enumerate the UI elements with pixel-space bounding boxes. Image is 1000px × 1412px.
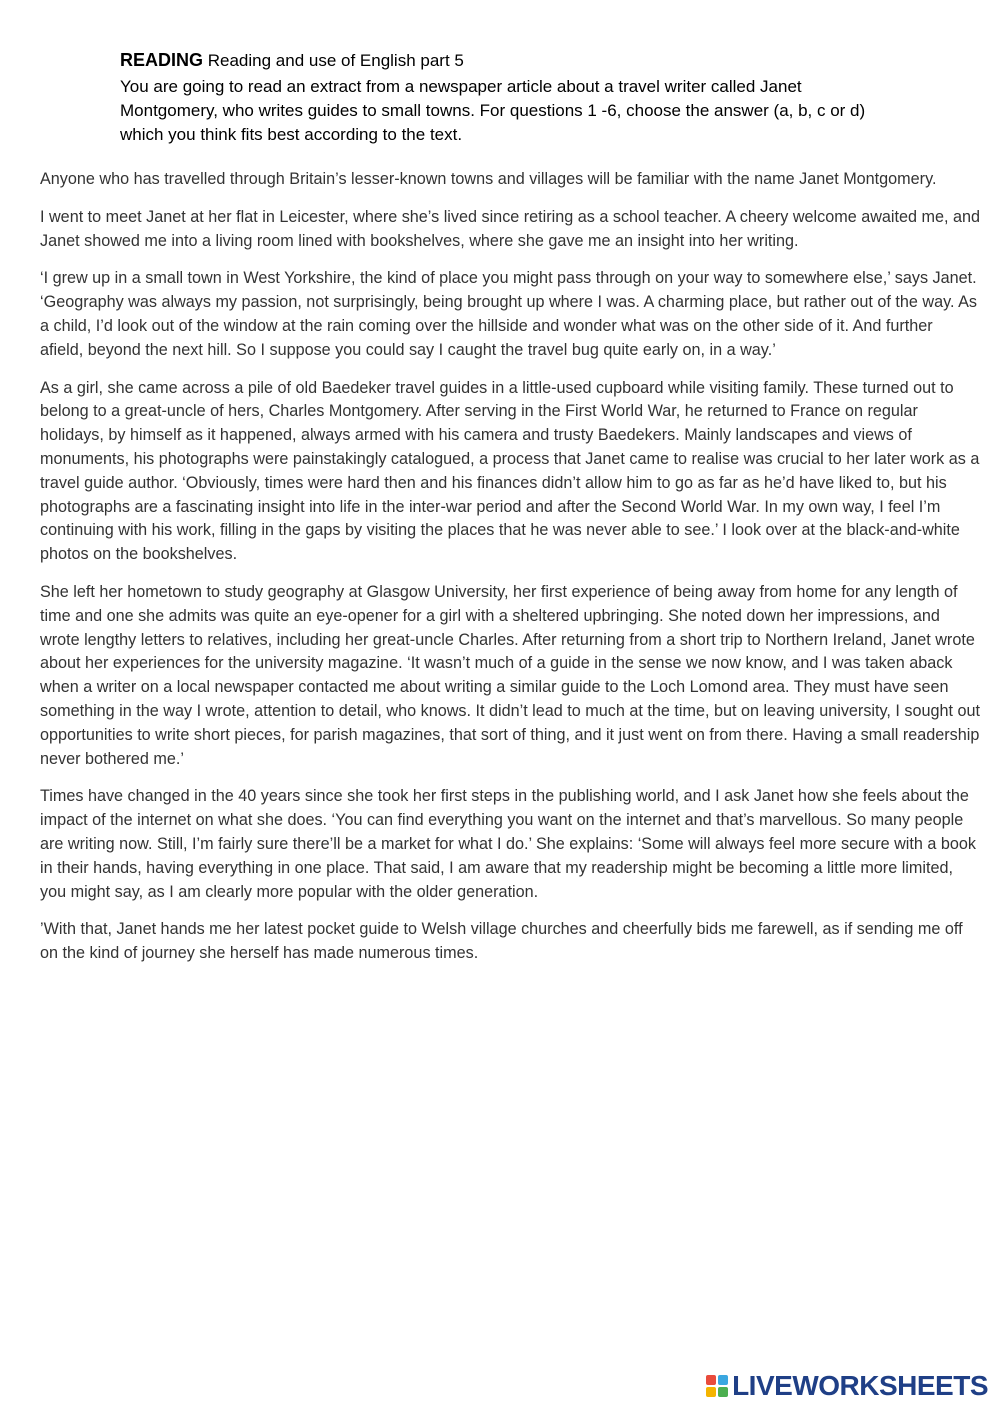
liveworksheets-logo — [706, 1370, 988, 1402]
part-label: Reading and use of English part 5 — [203, 51, 464, 70]
worksheet-title — [120, 48, 890, 73]
logo-tile-3 — [706, 1387, 716, 1397]
task-instructions: You are going to read an extract from a newspaper article about a travel writer called Janet Montgomery, who writes guides to small towns. For questions 1 -6, choose the answer (a, b, c or d) which you think fits best according to the text. — [120, 77, 866, 144]
logo-tile-1 — [706, 1375, 716, 1385]
article-paragraph-4: As a girl, she came across a pile of old Baedeker travel guides in a little-used cupboard while visiting family. These turned out to belong to a great-uncle of hers, Charles Montgomery. After serving in the First World War, he returned to France on regular holidays, by himself as it happened, always armed with his camera and trusty Baedekers. Mainly landscapes and views of monuments, his photographs were painstakingly catalogued, a process that Janet came to realise was crucial to her later work as a travel guide author. ‘Obviously, times were hard then and his finances didn’t allow him to go as far as he’d have liked to, but his photographs are a fascinating insight into life in the inter-war period and after the Second World War. In my own way, I feel I’m continuing with his work, filling in the gaps by visiting the places that he was never able to see.’ I look over at the black-and-white photos on the bookshelves. — [40, 378, 980, 564]
logo-mark-icon — [706, 1375, 728, 1397]
article-paragraph-6: Times have changed in the 40 years since she took her first steps in the publishing world, and I ask Janet how she feels about the impact of the internet on what she does. ‘You can find everything you want on the internet and that’s marvellous. So many people are writing now. Still, I’m fairly sure there’ll be a market for what I do.’ She explains: ‘Some will always feel more secure with a book in their hands, having everything in one place. That said, I am aware that my readership might be becoming a little more limited, you might say, as I am clearly more popular with the older generation. — [40, 787, 976, 901]
logo-tile-2 — [718, 1375, 728, 1385]
article-paragraph-1: Anyone who has travelled through Britain’s lesser-known towns and villages will be familiar with the name Janet Montgomery. — [40, 170, 937, 188]
article-paragraph-5: She left her hometown to study geography at Glasgow University, her first experience of being away from home for any length of time and one she admits was quite an eye-opener for a girl with a sheltered upbringing. She noted down her impressions, and wrote lengthy letters to relatives, including her great-uncle Charles. After returning from a short trip to Northern Ireland, Janet wrote about her experiences for the university magazine. ‘It wasn’t much of a guide in the sense we now know, and I was taken aback when a writer on a local newspaper contacted me about writing a similar guide to the Loch Lomond area. They must have seen something in the way I wrote, attention to detail, who knows. It didn’t lead to much at the time, but on leaving university, I sought out opportunities to write short pieces, for parish magazines, that sort of thing, and it just went on from there. Having a small readership never bothered me.’ — [40, 582, 980, 768]
article-text — [40, 168, 980, 980]
reading-label: READING — [120, 50, 204, 70]
article-paragraph-7: ’With that, Janet hands me her latest pocket guide to Welsh village churches and cheerfully bids me farewell, as if sending me off on the kind of journey she herself has made numerous times. — [40, 920, 963, 963]
worksheet-header — [120, 48, 890, 147]
logo-tile-4 — [718, 1387, 728, 1397]
article-paragraph-3: ‘I grew up in a small town in West Yorkshire, the kind of place you might pass through on your way to somewhere else,’ says Janet. ‘Geography was always my passion, not surprisingly, being brought up where I was. A charming place, but rather out of the way. As a child, I’d look out of the window at the rain coming over the hillside and wonder what was on the other side of it. And further afield, beyond the next hill. So I suppose you could say I caught the travel bug quite early on, in a way.’ — [40, 269, 977, 359]
logo-wordmark: LIVEWORKSHEETS — [732, 1370, 988, 1401]
article-paragraph-2: I went to meet Janet at her flat in Leicester, where she’s lived since retiring as a school teacher. A cheery welcome awaited me, and Janet showed me into a living room lined with bookshelves, where she gave me an insight into her writing. — [40, 207, 980, 250]
